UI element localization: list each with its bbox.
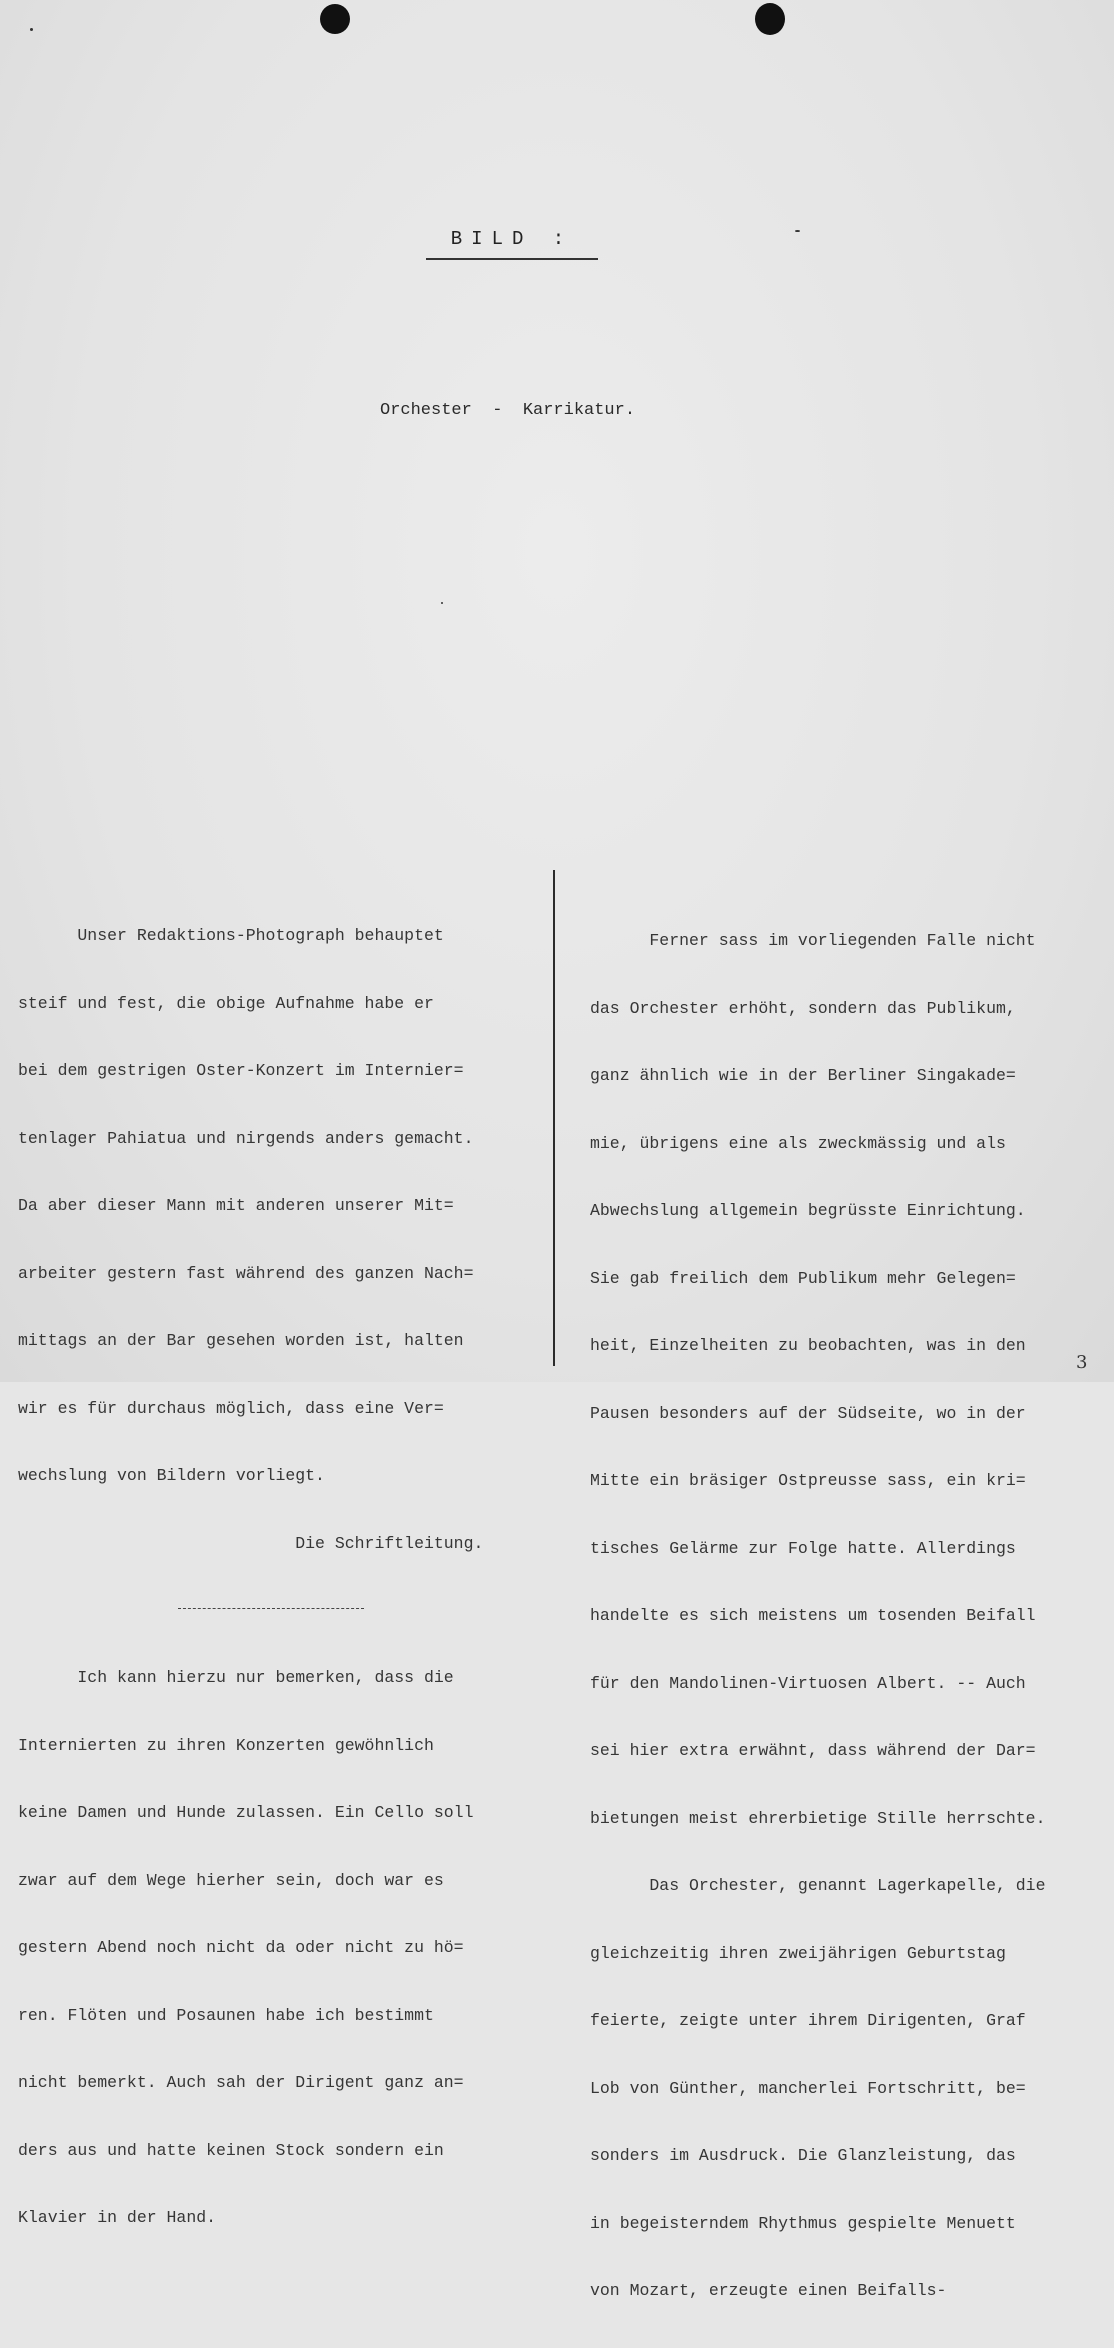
text-line: Da aber dieser Mann mit anderen unserer Mit= [18,1196,454,1215]
text-line: sonders im Ausdruck. Die Glanzleistung, das [590,2146,1016,2165]
text-line: Ich kann hierzu nur bemerken, dass die [18,1668,454,1687]
text-line: Mitte ein bräsiger Ostpreusse sass, ein kri= [590,1471,1026,1490]
text-line: zwar auf dem Wege hierher sein, doch war es [18,1870,444,1890]
text-line: handelte es sich meistens um tosenden Beifall [590,1606,1036,1625]
left-column [18,880,550,2275]
text-line: bei dem gestrigen Oster-Konzert im Internier= [18,1061,464,1080]
text-line: mie, übrigens eine als zweckmässig und als [590,1133,1006,1153]
text-line: Pausen besonders auf der Südseite, wo in der [590,1403,1026,1423]
section-separator [178,1608,364,1609]
signature: Die Schriftleitung. [18,1533,484,1553]
text-line: tisches Gelärme zur Folge hatte. Allerdings [590,1538,1016,1558]
text-line: Unser Redaktions-Photograph behauptet [18,926,444,945]
ink-speck [441,602,443,604]
text-line: nicht bemerkt. Auch sah der Dirigent ganz an= [18,2073,464,2092]
text-line: in begeisterndem Rhythmus gespielte Menuett [590,2213,1016,2233]
text-line: ren. Flöten und Posaunen habe ich bestimmt [18,2005,434,2025]
page-subtitle: Orchester - Karrikatur. [380,401,636,420]
ink-speck [795,230,800,232]
text-line: gleichzeitig ihren zweijährigen Geburtstag [590,1943,1006,1963]
text-line: ders aus und hatte keinen Stock sondern ein [18,2140,444,2160]
text-line: bietungen meist ehrerbietige Stille herrschte. [590,1808,1046,1828]
column-divider [553,870,555,1366]
punch-hole-right [755,3,785,35]
text-line: Sie gab freilich dem Publikum mehr Gelegen= [590,1268,1016,1288]
text-line: Lob von Günther, mancherlei Fortschritt, be= [590,2078,1026,2098]
punch-hole-left [320,4,350,34]
text-line: von Mozart, erzeugte einen Beifalls- [590,2281,947,2300]
text-line: wir es für durchaus möglich, dass eine Ver= [18,1398,444,1418]
text-line: feierte, zeigte unter ihrem Dirigenten, Graf [590,2011,1026,2030]
text-line: keine Damen und Hunde zulassen. Ein Cello soll [18,1803,474,1822]
page-heading: BILD : [426,228,598,260]
text-line: heit, Einzelheiten zu beobachten, was in den [590,1336,1026,1355]
text-line: Ferner sass im vorliegenden Falle nicht [590,931,1036,950]
text-line: das Orchester erhöht, sondern das Publikum, [590,998,1016,1018]
text-line: Klavier in der Hand. [18,2208,217,2227]
text-line: für den Mandolinen-Virtuosen Albert. -- Auch [590,1673,1026,1693]
text-line: gestern Abend noch nicht da oder nicht zu hö= [18,1938,464,1957]
page-number: 3 [1076,1352,1088,1373]
text-line: steif und fest, die obige Aufnahme habe er [18,993,434,1013]
text-line: Das Orchester, genannt Lagerkapelle, die [590,1876,1046,1895]
text-line: mittags an der Bar gesehen worden ist, halten [18,1331,464,1350]
text-line: sei hier extra erwähnt, dass während der Dar= [590,1741,1036,1760]
text-line: wechslung von Bildern vorliegt. [18,1466,325,1485]
right-column [590,885,1106,2348]
text-line: Abwechslung allgemein begrüsste Einrichtung. [590,1201,1026,1220]
text-line: ganz ähnlich wie in der Berliner Singakade= [590,1066,1016,1085]
text-line: Internierten zu ihren Konzerten gewöhnlich [18,1735,434,1755]
text-line: arbeiter gestern fast während des ganzen Nach= [18,1263,474,1283]
text-line: tenlager Pahiatua und nirgends anders gemacht. [18,1128,474,1148]
ink-speck [30,28,33,31]
